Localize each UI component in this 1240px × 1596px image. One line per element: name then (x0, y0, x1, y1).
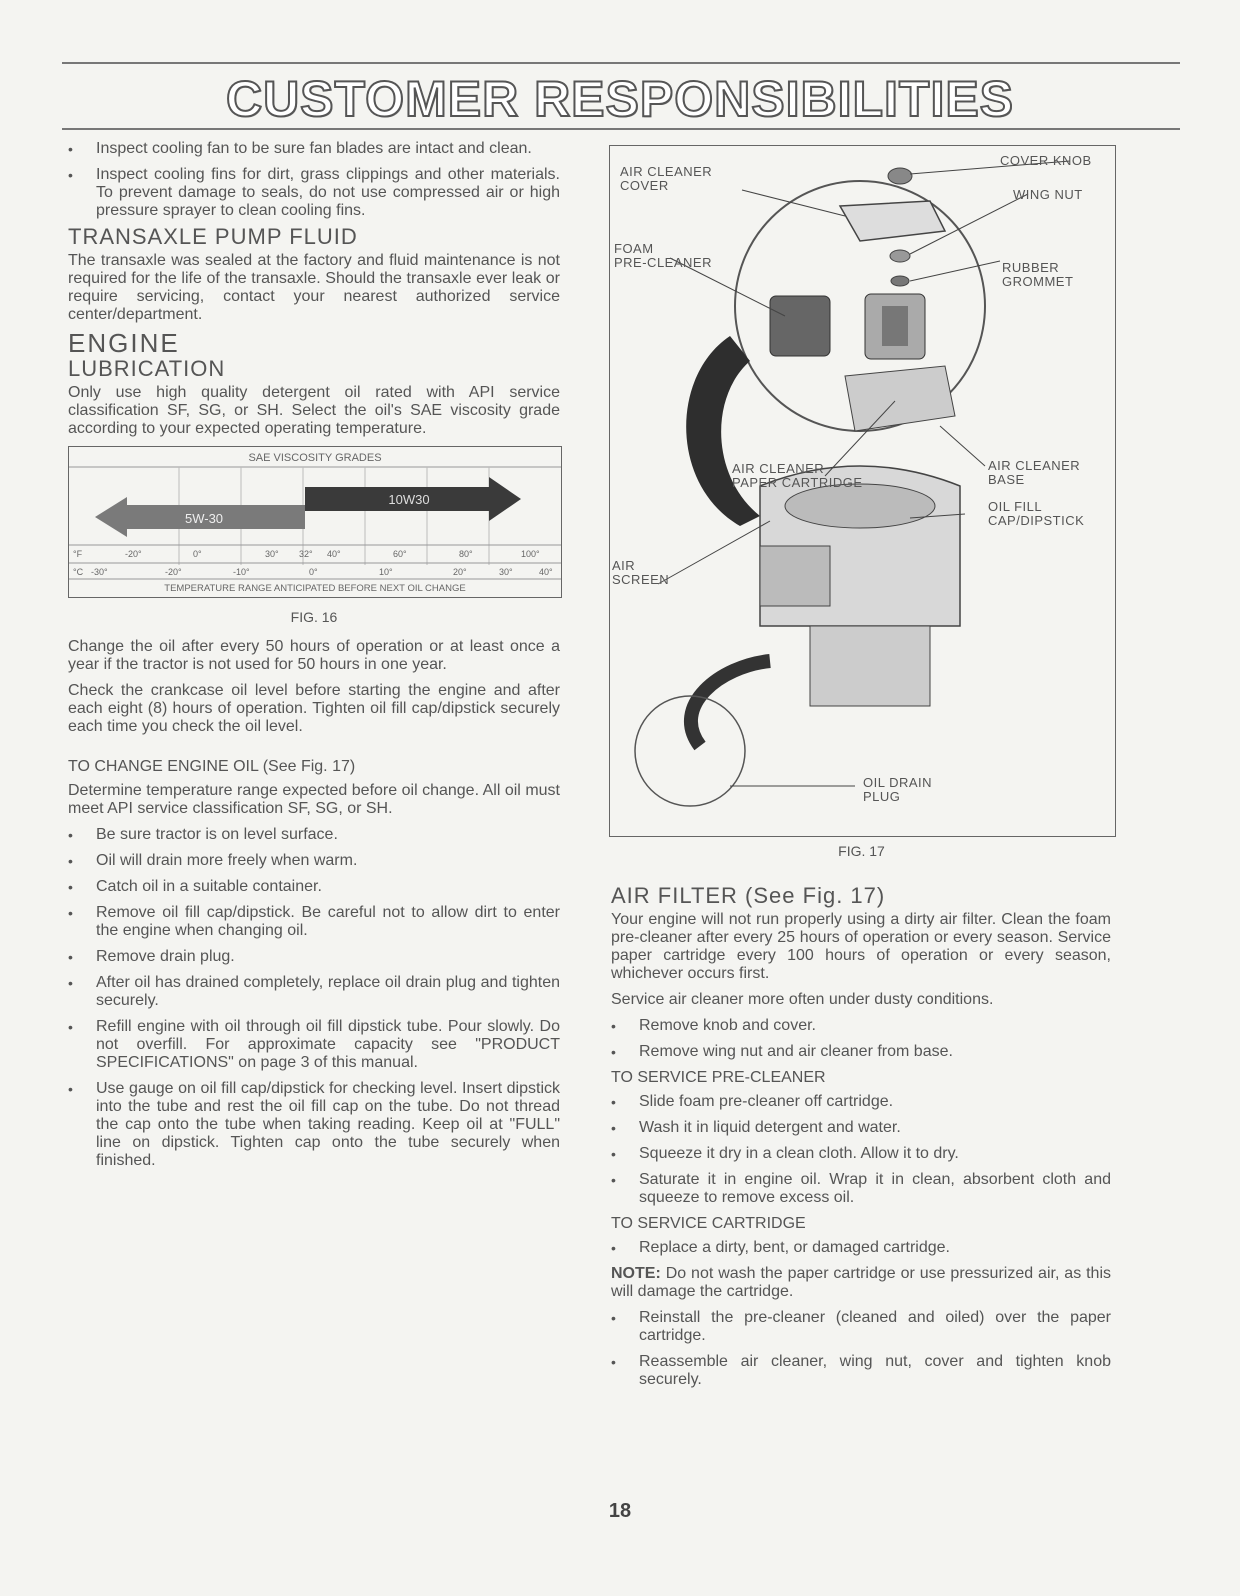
change-oil-text: Determine temperature range expected before oil change. All oil must meet API service classification SF, SG, or SH. (68, 782, 560, 817)
air-filter-text: Your engine will not run properly using a dirty air filter. Clean the foam pre-cleaner after every 25 hours of operation or every season. Service paper cartridge every 100 hours of operation or every season, whichever occurs first. (611, 911, 1111, 982)
label-oil-fill-cap: OIL FILL CAP/DIPSTICK (988, 499, 1085, 528)
title-rule (62, 128, 1180, 130)
label-cover-knob: COVER KNOB (1000, 153, 1092, 168)
list-item: • Use gauge on oil fill cap/dipstick for checking level. Insert dipstick into the tube and rest the oil fill cap on the tube. Do not thread the cap onto the tube when taking reading. Keep oil at "FULL" line on dipstick. Tighten cap onto the tube securely when finished. (68, 1080, 560, 1169)
list-item: • Oil will drain more freely when warm. (68, 852, 358, 869)
c-tick: -10° (233, 567, 250, 577)
c-tick: 0° (309, 567, 318, 577)
list-item: • Remove wing nut and air cleaner from base. (611, 1043, 953, 1060)
grade-5w30-label: 5W-30 (184, 511, 224, 526)
list-item: • Replace a dirty, bent, or damaged cartridge. (611, 1239, 950, 1256)
fig17-caption: FIG. 17 (838, 843, 885, 859)
precleaner-heading: TO SERVICE PRE-CLEANER (611, 1069, 826, 1086)
list-item: • Wash it in liquid detergent and water. (611, 1119, 901, 1136)
note-label: NOTE: (611, 1265, 661, 1282)
label-foam-precleaner: FOAM PRE-CLEANER (614, 241, 712, 270)
viscosity-chart-graphic (69, 447, 561, 597)
label-paper-cartridge: AIR CLEANER PAPER CARTRIDGE (732, 461, 863, 490)
c-tick: -20° (165, 567, 182, 577)
remove-bullet-list (611, 1017, 1111, 1061)
c-tick: 10° (379, 567, 393, 577)
f-tick: 40° (327, 549, 341, 559)
list-item: • Refill engine with oil through oil fill dipstick tube. Pour slowly. Do not overfill. For approximate capacity see "PRODUCT SPECIFICATIONS" on page 3 of this manual. (68, 1018, 560, 1071)
note-text: Do not wash the paper cartridge or use pressurized air, as this will damage the cartridge. (611, 1265, 1111, 1300)
change-oil-bullet-list (68, 826, 560, 1170)
c-tick: 30° (499, 567, 513, 577)
transaxle-text: The transaxle was sealed at the factory and fluid maintenance is not required for the life of the transaxle. Should the transaxle ever leak or require servicing, contact your nearest authorized service center/department. (68, 252, 560, 323)
f-tick: 30° (265, 549, 279, 559)
label-rubber-grommet: RUBBER GROMMET (1002, 260, 1074, 289)
oil-change-text: Change the oil after every 50 hours of operation or at least once a year if the tractor is not used for 50 hours in one year. (68, 638, 560, 673)
list-item: • Inspect cooling fins for dirt, grass clippings and other materials. To prevent damage to seals, do not use compressed air or high pressure sprayer to clean cooling fins. (68, 166, 560, 219)
list-item: • Slide foam pre-cleaner off cartridge. (611, 1093, 894, 1110)
list-item: • Be sure tractor is on level surface. (68, 826, 338, 843)
list-item: • Inspect cooling fan to be sure fan blades are intact and clean. (68, 140, 532, 157)
page-number: 18 (608, 1500, 632, 1522)
fig17-diagram (609, 145, 1116, 837)
change-oil-heading: TO CHANGE ENGINE OIL (See Fig. 17) (68, 758, 356, 775)
transaxle-heading: TRANSAXLE PUMP FLUID (68, 224, 358, 249)
list-item: • Reinstall the pre-cleaner (cleaned and oiled) over the paper cartridge. (611, 1309, 1111, 1344)
c-tick: 40° (539, 567, 553, 577)
viscosity-chart (68, 446, 562, 598)
list-item: • Saturate it in engine oil. Wrap it in clean, absorbent cloth and squeeze to remove excess oil. (611, 1171, 1111, 1206)
viscosity-chart-footer: TEMPERATURE RANGE ANTICIPATED BEFORE NEXT OIL CHANGE (164, 583, 466, 594)
f-tick: -20° (125, 549, 142, 559)
intro-bullet-list (68, 140, 560, 220)
page-title: CUSTOMER RESPONSIBILITIES (225, 71, 1015, 127)
list-item: • Catch oil in a suitable container. (68, 878, 322, 895)
final-bullet-list (611, 1309, 1111, 1389)
list-item: • Remove oil fill cap/dipstick. Be careful not to allow dirt to enter the engine when changing oil. (68, 904, 560, 939)
label-air-cleaner-cover: AIR CLEANER COVER (620, 164, 713, 193)
fig16-caption: FIG. 16 (290, 609, 338, 625)
grade-10w30-label: 10W30 (388, 492, 430, 507)
list-item: • Squeeze it dry in a clean cloth. Allow it to dry. (611, 1145, 959, 1162)
f-tick: 60° (393, 549, 407, 559)
top-rule (62, 62, 1180, 64)
lubrication-heading: LUBRICATION (68, 356, 226, 381)
list-item: • Remove knob and cover. (611, 1017, 816, 1034)
c-tick: -30° (91, 567, 108, 577)
celsius-unit: °C (73, 567, 84, 577)
cartridge-bullet-list (611, 1239, 1111, 1257)
list-item: • Reassemble air cleaner, wing nut, cover and tighten knob securely. (611, 1353, 1111, 1388)
lubrication-text: Only use high quality detergent oil rated with API service classification SF, SG, or SH. Select the oil's SAE viscosity grade according to your expected operating temperature. (68, 384, 560, 437)
list-item: • Remove drain plug. (68, 948, 235, 965)
label-wing-nut: WING NUT (1013, 187, 1083, 202)
f-tick: 80° (459, 549, 473, 559)
label-air-screen: AIR SCREEN (612, 558, 670, 587)
viscosity-chart-title: SAE VISCOSITY GRADES (248, 452, 382, 464)
left-column (68, 140, 560, 1178)
check-text: Check the crankcase oil level before starting the engine and after each eight (8) hours of operation. Tighten oil fill cap/dipstick securely each time you check the oil level. (68, 682, 560, 735)
label-oil-drain-plug: OIL DRAIN PLUG (863, 775, 933, 804)
dusty-text: Service air cleaner more often under dusty conditions. (611, 991, 994, 1008)
label-air-cleaner-base: AIR CLEANER BASE (988, 458, 1081, 487)
engine-heading: ENGINE (68, 328, 180, 358)
air-filter-heading: AIR FILTER (See Fig. 17) (611, 883, 886, 908)
c-tick: 20° (453, 567, 467, 577)
fahrenheit-unit: °F (73, 549, 83, 559)
f-tick: 32° (299, 549, 313, 559)
precleaner-bullet-list (611, 1093, 1111, 1207)
right-column (611, 883, 1111, 1397)
note-paragraph (611, 1265, 1111, 1301)
f-tick: 100° (521, 549, 540, 559)
cartridge-heading: TO SERVICE CARTRIDGE (611, 1215, 806, 1232)
f-tick: 0° (193, 549, 202, 559)
list-item: • After oil has drained completely, replace oil drain plug and tighten securely. (68, 974, 560, 1009)
